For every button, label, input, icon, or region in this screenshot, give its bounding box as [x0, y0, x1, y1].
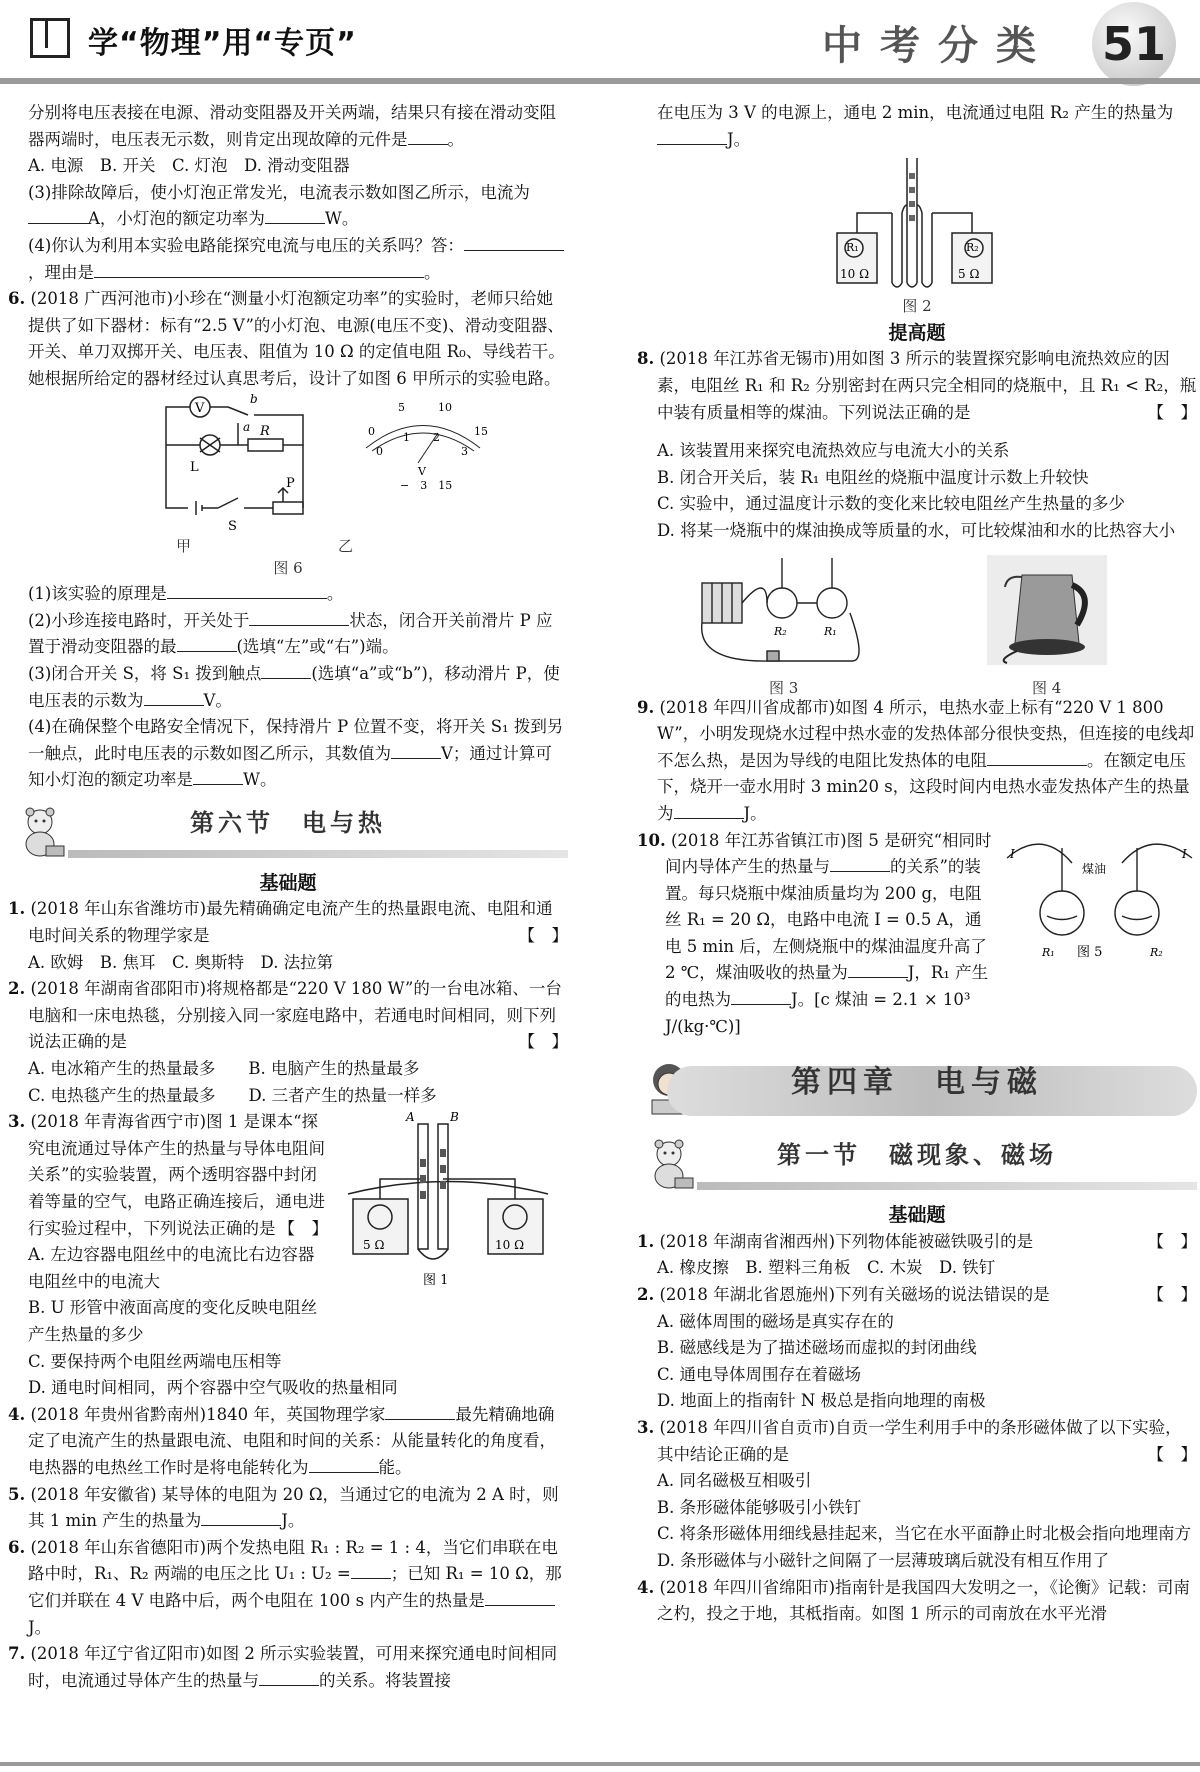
page-header — [0, 0, 1200, 86]
label-L: L — [190, 459, 199, 475]
option-a: A. 同名磁极互相吸引 — [657, 1471, 812, 1491]
option-d: D. 地面上的指南针 N 极总是指向地理的南极 — [657, 1391, 986, 1411]
question-9: 9. (2018 年四川省成都市)如图 4 所示，电热水壶上标有“220 V 1 800 W”，小明发现烧水过程中热水壶的发热体部分很快变热，但连接的电线却不怎么热，是因为导线的电阻比发热体的电阻 。在额定电压下，烧开一壶水用时 3 min20 s，这段时间内电热水壶发热体产生的热量为 J。 — [637, 697, 1195, 823]
figure-2 — [832, 153, 1002, 293]
option-b: B. U 形管中液面高度的变化反映电阻丝产生热量的多少 — [28, 1298, 318, 1344]
section-title: 第六节 电与热 — [190, 808, 386, 837]
label-b: b — [250, 392, 258, 406]
meter-terminals: − 3 15 — [400, 478, 453, 492]
figure-6 — [78, 393, 498, 533]
text-line: 分别将电压表接在电源、滑动变阻器及开关两端，结果只有接在滑动变阻器两端时，电压表无示数，则肯定出现故障的元件是 。 — [28, 103, 556, 149]
figure-1-caption: 图 1 — [423, 1273, 449, 1289]
option-d: D. 通电时间相同，两个容器中空气吸收的热量相同 — [28, 1378, 398, 1398]
question-m2: 2. (2018 年湖北省恩施州)下列有关磁场的说法错误的是 【 】 — [637, 1285, 1197, 1305]
option-c: C. 要保持两个电阻丝两端电压相等 — [28, 1351, 282, 1371]
scale-top-15: 15 — [474, 424, 488, 438]
left-column — [8, 100, 568, 1694]
option-b: B. 条形磁体能够吸引小铁钉 — [657, 1497, 862, 1517]
figure-1 — [343, 1109, 553, 1289]
option-ab: A. 电冰箱产生的热量最多 B. 电脑产生的热量最多 — [28, 1059, 420, 1079]
question-10: 10. (2018 年江苏省镇江市)图 5 是研究“相同时间内导体产生的热量与 的关系”的装置。每只烧瓶中煤油质量均为 200 g，电阻丝 R₁ = 20 Ω，电路中电流 I = 0.5 A，通电 5 min 后，左侧烧瓶中的煤油温度升高了 2 ℃，煤油吸收的热量为 J，R₁ 产生的电热为 J。[c 煤油 = 2.1 × 10³ J/(kg·℃)] — [637, 830, 992, 1036]
option-c: C. 实验中，通过温度计示数的变化来比较电阻丝产生热量的多少 — [657, 494, 1126, 514]
scale-bot-0: 0 — [376, 444, 383, 458]
header-right-title: 中考分类 — [822, 23, 1054, 69]
option-a: A. 左边容器电阻丝中的电流比右边容器电阻丝中的电流大 — [28, 1245, 315, 1291]
figure-3-caption: 图 3 — [769, 678, 799, 697]
option-b: B. 磁感线是为了描述磁场而虚拟的封闭曲线 — [657, 1338, 977, 1358]
question-1: 1. (2018 年山东省潍坊市)最先精确确定电流产生的热量跟电流、电阻和通电时间关系的物理学家是 【 】 — [8, 899, 568, 946]
scale-bot-1: 1 — [403, 430, 410, 444]
question-8: 8. (2018 年江苏省无锡市)用如图 3 所示的装置探究影响电流热效应的因素，电阻丝 R₁ 和 R₂ 分别密封在两只完全相同的烧瓶中，且 R₁ < R₂，瓶中装有质量相等的煤油。下列说法正确的是 【 】 — [637, 349, 1197, 422]
question-2: 2. (2018 年湖南省邵阳市)将规格都是“220 V 180 W”的一台电冰箱、一台电脑和一床电热毯，分别接入同一家庭电路中，若通电时间相同，则下列说法正确的是 【 】 — [8, 979, 568, 1052]
fig6-label-jia: 甲 — [176, 536, 192, 555]
fig2-r2: 5 Ω — [958, 267, 980, 282]
question-m4: 4. (2018 年四川省绵阳市)指南针是我国四大发明之一，《论衡》记载：司南之杓，投之于地，其柢指南。如图 1 所示的司南放在水平光滑 — [637, 1577, 1190, 1624]
label-a: a — [243, 419, 251, 434]
label-B: B — [450, 1110, 459, 1125]
scale-top-5: 5 — [398, 400, 405, 414]
section-banner — [8, 806, 568, 866]
scale-top-10: 10 — [438, 400, 452, 414]
question-m1: 1. (2018 年湖南省湘西州)下列物体能被磁铁吸引的是 【 】 — [637, 1231, 1197, 1251]
page-number: 51 — [1092, 2, 1176, 86]
fig1-r1: 5 Ω — [363, 1238, 385, 1253]
scale-top-0: 0 — [368, 424, 375, 438]
chapter-title: 第四章 电与磁 — [791, 1065, 1043, 1101]
question-7: 7. (2018 年辽宁省辽阳市)如图 2 所示实验装置，可用来探究通电时间相同时，电流通过导体产生的热量与 的关系。将装置接 — [8, 1644, 558, 1690]
options: A. 欧姆 B. 焦耳 C. 奥斯特 D. 法拉第 — [28, 952, 334, 972]
basic-heading: 基础题 — [888, 1204, 946, 1227]
text-line: (4)你认为利用本实验电路能探究电流与电压的关系吗？答：，理由是 。 — [8, 233, 568, 286]
section-title: 第一节 磁现象、磁场 — [777, 1141, 1057, 1170]
figure-3 — [692, 553, 872, 673]
header-left-title: 学“物理”用“专页” — [88, 26, 357, 61]
label-S: S — [228, 518, 237, 533]
question-4: 4. (2018 年贵州省黔南州)1840 年，英国物理学家 最先精确地确定了电流产生的热量跟电流、电阻和时间的关系：从能量转化的角度看，电热器的电热丝工作时是将电能转化为 能。 — [8, 1404, 556, 1477]
chapter-banner — [637, 1056, 1197, 1126]
section-banner — [637, 1138, 1197, 1198]
basic-heading: 基础题 — [259, 871, 317, 894]
subq-4: (4)在确保整个电路安全情况下，保持滑片 P 位置不变，将开关 S₁ 拨到另一触点，此时电压表的示数如图乙所示，其数值为 V；通过计算可知小灯泡的额定功率是 W。 — [28, 717, 564, 790]
option-a: A. 该装置用来探究电流热效应与电流大小的关系 — [657, 441, 1010, 461]
fig3-R2: R₂ — [774, 624, 787, 638]
subq-1: (1)该实验的原理是 。 — [28, 584, 344, 604]
question-m3: 3. (2018 年四川省自贡市)自贡一学生利用手中的条形磁体做了以下实验，其中结论正确的是 【 】 — [637, 1418, 1197, 1464]
fig6-label-yi: 乙 — [338, 536, 354, 555]
options: A. 橡皮擦 B. 塑料三角板 C. 木炭 D. 铁钉 — [657, 1258, 996, 1278]
scale-bot-3: 3 — [461, 444, 468, 458]
header-rule — [0, 78, 1200, 84]
fig2-R1: R₁ — [846, 241, 859, 255]
option-d: D. 将某一烧瓶中的煤油换成等质量的水，可比较煤油和水的比热容大小 — [657, 520, 1176, 540]
question-6: 6. (2018 广西河池市)小珍在“测量小灯泡额定功率”的实验时，老师只给她提供了如下器材：标有“2.5 V”的小灯泡、电源(电压不变)、滑动变阻器、开关、单刀双掷开关、电压表、阻值为 10 Ω 的定值电阻 R₀、导线若干。她根据所给定的器材经过认真思考后，设计了如图 6 甲所示的实验电路。 — [8, 289, 565, 388]
options: A. 电源 B. 开关 C. 灯泡 D. 滑动变阻器 — [28, 156, 350, 176]
option-c: C. 将条形磁体用细线悬挂起来，当它在水平面静止时北极会指向地理南方 — [657, 1524, 1192, 1544]
subq-3: (3)闭合开关 S，将 S₁ 拨到触点 (选填“a”或“b”)，移动滑片 P，使电压表的示数为 V。 — [28, 663, 560, 710]
option-d: D. 条形磁体与小磁针之间隔了一层薄玻璃后就没有相互作用了 — [657, 1550, 1110, 1570]
label-P: P — [286, 475, 295, 491]
question-6b: 6. (2018 年山东省德阳市)两个发热电阻 R₁ : R₂ = 1 : 4，当它们串联在电路中时，R₁、R₂ 两端的电压之比 U₁ : U₂ = ；已知 R₁ = 10 Ω，那它们并联在 4 V 电路中后，两个电阻在 100 s 内产生的热量是J。 — [8, 1537, 562, 1637]
book-logo-icon — [30, 18, 70, 58]
text-line: 在电压为 3 V 的电源上，通电 2 min，电流通过电阻 R₂ 产生的热量为J。 — [657, 103, 1174, 149]
figure-5 — [1002, 828, 1197, 978]
label-V: V — [195, 400, 205, 416]
figure-4-kettle — [987, 555, 1107, 665]
fig5-I-right: I — [1182, 846, 1187, 861]
option-c: C. 通电导体周围存在着磁场 — [657, 1364, 862, 1384]
footer-rule — [0, 1762, 1200, 1766]
meter-V: V — [418, 464, 426, 478]
advanced-heading: 提高题 — [888, 321, 946, 344]
label-A: A — [406, 1110, 415, 1125]
fig5-oil: 煤油 — [1082, 861, 1107, 876]
text-line: (3)排除故障后，使小灯泡正常发光，电流表示数如图乙所示，电流为A，小灯泡的额定功率为 W。 — [28, 182, 530, 229]
fig5-R2: R₂ — [1150, 945, 1163, 959]
option-b: B. 闭合开关后，装 R₁ 电阻丝的烧瓶中温度计示数上升较快 — [657, 467, 1089, 487]
option-cd: C. 电热毯产生的热量最多 D. 三者产生的热量一样多 — [28, 1085, 437, 1105]
figure-6-caption: 图 6 — [273, 558, 303, 577]
fig2-R2: R₂ — [966, 241, 979, 255]
fig5-R1: R₁ — [1042, 945, 1055, 959]
figure-4-caption: 图 4 — [1032, 678, 1062, 697]
subq-2: (2)小珍连接电路时，开关处于 状态，闭合开关前滑片 P 应置于滑动变阻器的最 (选填“左”或“右”)端。 — [28, 610, 553, 657]
question-5: 5. (2018 年安徽省) 某导体的电阻为 20 Ω，当通过它的电流为 2 A 时，则其 1 min 产生的热量为 J。 — [8, 1484, 559, 1531]
fig2-r1: 10 Ω — [840, 267, 870, 282]
figure-5-caption: 图 5 — [1077, 944, 1103, 960]
fig3-R1: R₁ — [824, 624, 837, 638]
scale-bot-2: 2 — [433, 430, 440, 444]
fig5-I-left: I — [1010, 846, 1015, 861]
question-3: 3. (2018 年青海省西宁市)图 1 是课本“探究电流通过导体产生的热量与导体电阻间关系”的实验装置，两个透明容器中封闭着等量的空气，电路正确连接后，通电进行实验过程中，下列说法正确的是 【 】 — [8, 1112, 328, 1238]
fig1-r2: 10 Ω — [495, 1238, 525, 1253]
label-R: R — [260, 423, 270, 439]
figure-2-caption: 图 2 — [902, 297, 932, 316]
right-column — [637, 100, 1197, 1628]
option-a: A. 磁体周围的磁场是真实存在的 — [657, 1311, 894, 1331]
